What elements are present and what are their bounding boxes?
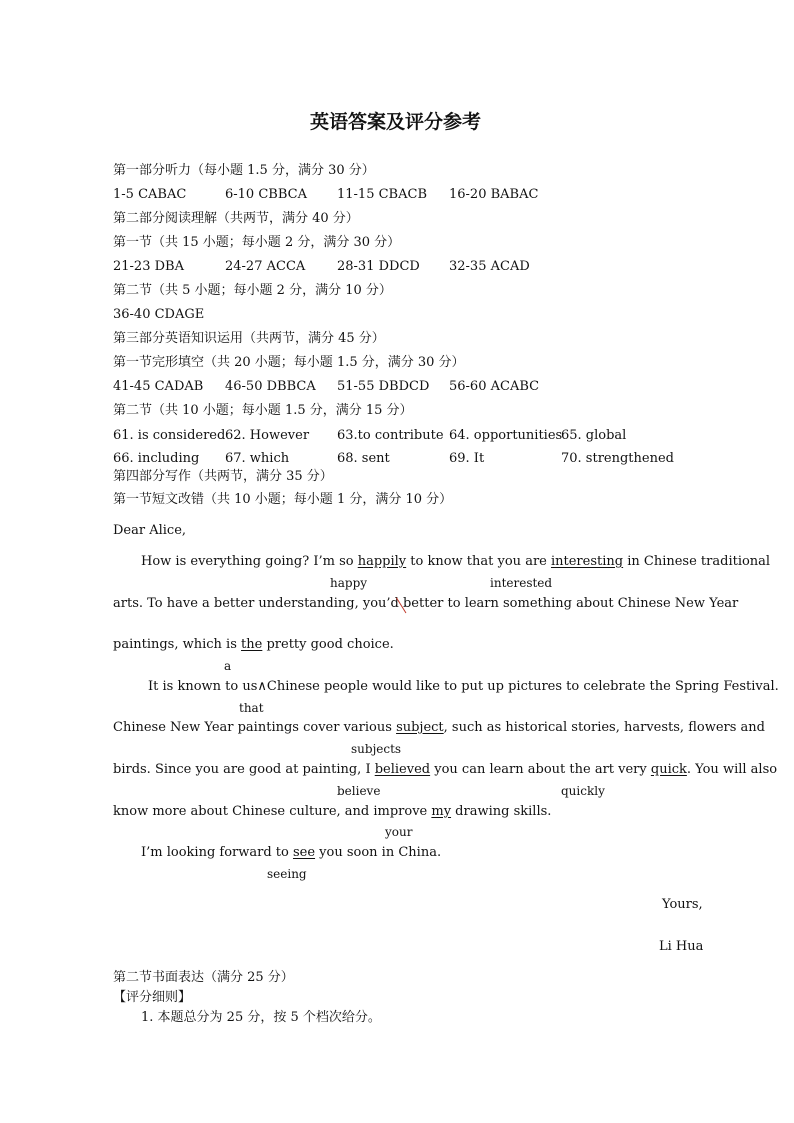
part4-heading: 第四部分写作（共两节，满分 35 分） — [113, 469, 333, 484]
answer-group: 11-15 CBACB — [337, 187, 427, 202]
answer-group: 56-60 ACABC — [449, 379, 540, 394]
correction: a — [224, 659, 232, 673]
fill-answer: 66. including — [113, 451, 200, 466]
fill-answer: 61. is considered — [113, 428, 226, 443]
part4-section2-heading: 第二节书面表达（满分 25 分） — [113, 970, 294, 985]
answer-group: 36-40 CDAGE — [113, 307, 205, 322]
answer-group: 41-45 CADAB — [113, 379, 204, 394]
fill-answer: 65. global — [561, 428, 627, 443]
page-title: 英语答案及评分参考 — [310, 111, 482, 133]
fill-answer: 68. sent — [337, 451, 390, 466]
letter-line-6: birds. Since you are good at painting, I believed you can learn about the art very quick. You will also — [113, 762, 778, 777]
part3-heading: 第三部分英语知识运用（共两节，满分 45 分） — [113, 331, 385, 346]
error-word: believed — [374, 762, 431, 777]
correction: happy — [330, 576, 368, 590]
correction: quickly — [561, 784, 605, 798]
letter-line-3: paintings, which is the pretty good choice. — [113, 637, 394, 652]
answer-group: 32-35 ACAD — [449, 259, 530, 274]
answer-group: 28-31 DDCD — [337, 259, 420, 274]
letter-line-2: arts. To have a better understanding, you’d better to learn something about Chinese New Year — [113, 596, 739, 611]
answer-group: 21-23 DBA — [113, 259, 184, 274]
correction: subjects — [351, 742, 402, 756]
letter-line-8: I’m looking forward to see you soon in China. — [141, 845, 442, 860]
rubric-item: 1. 本题总分为 25 分，按 5 个档次给分。 — [141, 1010, 381, 1025]
part2-section1-heading: 第一节（共 15 小题；每小题 2 分，满分 30 分） — [113, 235, 401, 250]
correction: that — [239, 701, 264, 715]
error-word: see — [292, 845, 316, 860]
error-word: my — [431, 804, 452, 819]
correction: interested — [490, 576, 553, 590]
deleted-word: to — [447, 596, 461, 611]
error-word: interesting — [550, 554, 624, 569]
part4-section1-heading: 第一节短文改错（共 10 小题；每小题 1 分，满分 10 分） — [113, 492, 453, 507]
letter-line-5: Chinese New Year paintings cover various subject, such as historical stories, harvests, flowers and — [113, 720, 765, 735]
correction: seeing — [267, 867, 307, 881]
answer-group: 1-5 CABAC — [113, 187, 187, 202]
fill-answer: 62. However — [225, 428, 310, 443]
fill-answer: 69. It — [449, 451, 485, 466]
letter-line-7: know more about Chinese culture, and improve my drawing skills. — [113, 804, 552, 819]
rubric-heading: 【评分细则】 — [113, 990, 192, 1005]
letter-greeting: Dear Alice, — [113, 523, 187, 538]
part3-section1-heading: 第一节完形填空（共 20 小题；每小题 1.5 分，满分 30 分） — [113, 355, 465, 370]
answer-group: 51-55 DBDCD — [337, 379, 430, 394]
correction: your — [385, 825, 413, 839]
letter-line-4: It is known to us∧Chinese people would like to put up pictures to celebrate the Spring Festival. — [148, 679, 779, 694]
letter-line-1: How is everything going? I’m so happily to know that you are interesting in Chinese traditional — [141, 554, 771, 569]
part1-heading: 第一部分听力（每小题 1.5 分，满分 30 分） — [113, 163, 375, 178]
error-word: subject — [396, 720, 444, 735]
fill-answer: 67. which — [225, 451, 290, 466]
error-word: the — [241, 637, 263, 652]
fill-answer: 70. strengthened — [561, 451, 674, 466]
fill-answer: 63.to contribute — [337, 428, 444, 443]
part2-heading: 第二部分阅读理解（共两节，满分 40 分） — [113, 211, 359, 226]
fill-answer: 64. opportunities — [449, 428, 563, 443]
answer-group: 16-20 BABAC — [449, 187, 539, 202]
answer-group: 6-10 CBBCA — [225, 187, 307, 202]
answer-group: 24-27 ACCA — [225, 259, 306, 274]
part2-section2-heading: 第二节（共 5 小题；每小题 2 分，满分 10 分） — [113, 283, 392, 298]
letter-signature: Li Hua — [659, 939, 704, 954]
error-word: quick — [650, 762, 687, 777]
error-word: happily — [357, 554, 407, 569]
correction: believe — [337, 784, 381, 798]
part3-section2-heading: 第二节（共 10 小题；每小题 1.5 分，满分 15 分） — [113, 403, 413, 418]
letter-closing: Yours, — [662, 897, 703, 912]
answer-group: 46-50 DBBCA — [225, 379, 316, 394]
